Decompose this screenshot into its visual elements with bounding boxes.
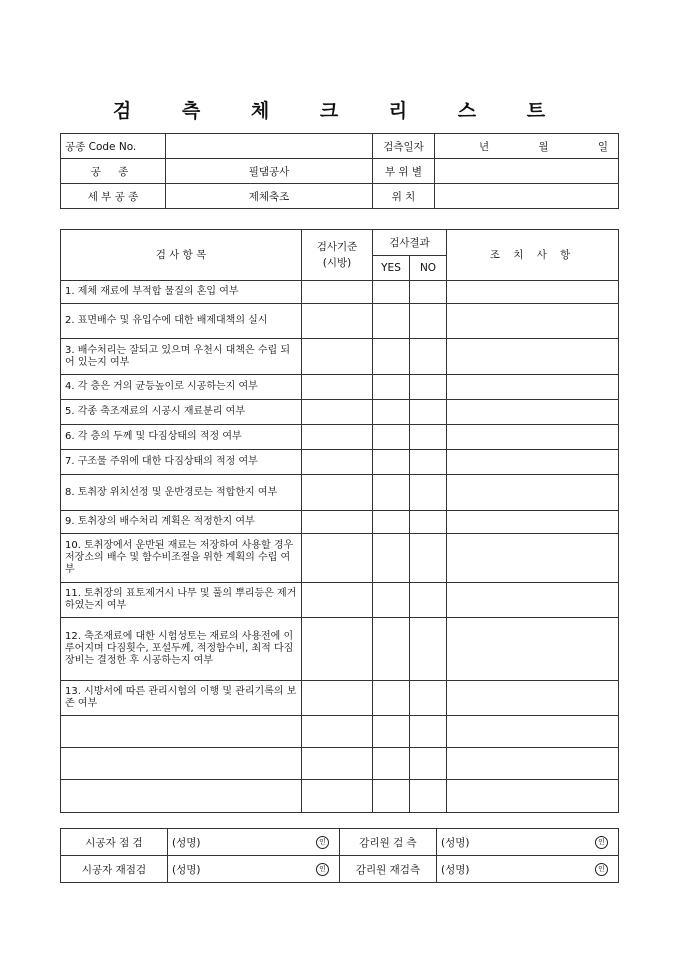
supervisor-recheck-name[interactable] xyxy=(437,856,619,883)
contractor-check-label: 시공자 점 검 xyxy=(61,829,168,856)
part-label: 부 위 별 xyxy=(373,159,435,184)
yes-cell[interactable] xyxy=(373,681,410,716)
standard-cell[interactable] xyxy=(302,281,373,304)
info-row xyxy=(61,184,619,209)
standard-cell[interactable] xyxy=(302,511,373,534)
no-cell[interactable] xyxy=(410,450,447,475)
checklist-row xyxy=(61,534,619,583)
standard-cell[interactable] xyxy=(302,450,373,475)
checklist-row xyxy=(61,450,619,475)
action-cell[interactable] xyxy=(447,475,619,511)
signature-table xyxy=(60,828,619,883)
item-text: 12. 축조재료에 대한 시험성토는 재료의 사용전에 이루어지며 다짐횟수, 포설두께, 적정함수비, 최적 다짐 장비는 결정한 후 시공하는지 여부 xyxy=(61,618,302,681)
item-text xyxy=(61,748,302,780)
checklist-table xyxy=(60,229,619,813)
checklist-row xyxy=(61,618,619,681)
yes-cell[interactable] xyxy=(373,281,410,304)
day-label: 일 xyxy=(597,140,608,153)
seal-icon: 인 xyxy=(595,863,608,876)
checklist-row xyxy=(61,681,619,716)
signature-row xyxy=(61,829,619,856)
location-value[interactable] xyxy=(435,184,619,209)
yes-cell[interactable] xyxy=(373,618,410,681)
no-cell[interactable] xyxy=(410,304,447,339)
page-title: 검 측 체 크 리 스 트 xyxy=(112,100,568,122)
work-type-value[interactable]: 필댐공사 xyxy=(166,159,373,184)
action-cell[interactable] xyxy=(447,681,619,716)
item-text: 1. 제체 재료에 부적합 물질의 혼입 여부 xyxy=(61,281,302,304)
yes-cell[interactable] xyxy=(373,425,410,450)
sub-work-type-value[interactable]: 제체축조 xyxy=(166,184,373,209)
yes-cell[interactable] xyxy=(373,475,410,511)
checklist-row xyxy=(61,475,619,511)
supervisor-check-name[interactable] xyxy=(437,829,619,856)
yes-cell[interactable] xyxy=(373,780,410,813)
no-cell[interactable] xyxy=(410,780,447,813)
yes-cell[interactable] xyxy=(373,716,410,748)
name-label: (성명) xyxy=(441,836,470,849)
checklist-row xyxy=(61,304,619,339)
no-cell[interactable] xyxy=(410,339,447,375)
action-cell[interactable] xyxy=(447,450,619,475)
signature-row xyxy=(61,856,619,883)
action-cell[interactable] xyxy=(447,618,619,681)
checklist-row xyxy=(61,716,619,748)
inspection-date-value[interactable] xyxy=(435,134,619,159)
standard-cell[interactable] xyxy=(302,475,373,511)
item-text: 13. 시방서에 따른 관리시험의 이행 및 관리기록의 보존 여부 xyxy=(61,681,302,716)
checklist-row xyxy=(61,400,619,425)
no-cell[interactable] xyxy=(410,681,447,716)
standard-cell[interactable] xyxy=(302,339,373,375)
yes-header: YES xyxy=(373,256,410,281)
item-text: 4. 각 층은 거의 균등높이로 시공하는지 여부 xyxy=(61,375,302,400)
action-cell[interactable] xyxy=(447,511,619,534)
action-cell[interactable] xyxy=(447,339,619,375)
no-cell[interactable] xyxy=(410,748,447,780)
item-text xyxy=(61,716,302,748)
standard-header-line1: 검사기준 xyxy=(316,241,358,253)
inspection-date-label: 검측일자 xyxy=(373,134,435,159)
checklist-row xyxy=(61,780,619,813)
action-cell[interactable] xyxy=(447,425,619,450)
standard-cell[interactable] xyxy=(302,400,373,425)
standard-cell[interactable] xyxy=(302,425,373,450)
yes-cell[interactable] xyxy=(373,304,410,339)
name-label: (성명) xyxy=(172,836,201,849)
no-cell[interactable] xyxy=(410,618,447,681)
yes-cell[interactable] xyxy=(373,511,410,534)
checklist-row xyxy=(61,583,619,618)
action-cell[interactable] xyxy=(447,780,619,813)
standard-cell[interactable] xyxy=(302,375,373,400)
supervisor-recheck-label: 감리원 재검측 xyxy=(340,856,437,883)
item-text: 7. 구조물 주위에 대한 다짐상태의 적정 여부 xyxy=(61,450,302,475)
standard-cell[interactable] xyxy=(302,583,373,618)
no-cell[interactable] xyxy=(410,534,447,583)
item-text: 10. 토취장에서 운반된 재료는 저장하여 사용할 경우 저장소의 배수 및 함수비조절을 위한 계획의 수립 여부 xyxy=(61,534,302,583)
item-text: 3. 배수처리는 잘되고 있으며 우천시 대책은 수립 되어 있는지 여부 xyxy=(61,339,302,375)
seal-icon: 인 xyxy=(595,836,608,849)
action-cell[interactable] xyxy=(447,400,619,425)
action-cell[interactable] xyxy=(447,304,619,339)
standard-cell[interactable] xyxy=(302,780,373,813)
yes-cell[interactable] xyxy=(373,748,410,780)
checklist-row xyxy=(61,375,619,400)
item-text: 11. 토취장의 표토제거시 나무 및 풀의 뿌리등은 제거하였는지 여부 xyxy=(61,583,302,618)
action-cell[interactable] xyxy=(447,281,619,304)
no-cell[interactable] xyxy=(410,511,447,534)
yes-cell[interactable] xyxy=(373,583,410,618)
info-row xyxy=(61,134,619,159)
yes-cell[interactable] xyxy=(373,534,410,583)
no-cell[interactable] xyxy=(410,583,447,618)
code-label: 공종 Code No. xyxy=(61,134,166,159)
standard-cell[interactable] xyxy=(302,681,373,716)
no-cell[interactable] xyxy=(410,400,447,425)
standard-cell[interactable] xyxy=(302,304,373,339)
no-cell[interactable] xyxy=(410,375,447,400)
action-cell[interactable] xyxy=(447,583,619,618)
part-value[interactable] xyxy=(435,159,619,184)
item-text: 2. 표면배수 및 유입수에 대한 배제대책의 실시 xyxy=(61,304,302,339)
sub-work-type-label: 세 부 공 종 xyxy=(61,184,166,209)
standard-cell[interactable] xyxy=(302,618,373,681)
seal-icon: 인 xyxy=(316,836,329,849)
name-label: (성명) xyxy=(441,863,470,876)
item-text: 8. 토취장 위치선정 및 운반경로는 적합한지 여부 xyxy=(61,475,302,511)
checklist-row xyxy=(61,339,619,375)
code-value[interactable] xyxy=(166,134,373,159)
no-cell[interactable] xyxy=(410,475,447,511)
standard-header-line2: (시방) xyxy=(322,257,352,269)
action-header: 조 치 사 항 xyxy=(447,230,619,281)
work-type-label: 공 종 xyxy=(61,159,166,184)
checklist-row xyxy=(61,425,619,450)
name-label: (성명) xyxy=(172,863,201,876)
action-cell[interactable] xyxy=(447,375,619,400)
supervisor-check-label: 감리원 검 측 xyxy=(340,829,437,856)
no-cell[interactable] xyxy=(410,425,447,450)
no-cell[interactable] xyxy=(410,281,447,304)
no-header: NO xyxy=(410,256,447,281)
month-label: 월 xyxy=(538,140,549,153)
action-cell[interactable] xyxy=(447,534,619,583)
action-cell[interactable] xyxy=(447,748,619,780)
location-label: 위 치 xyxy=(373,184,435,209)
result-header: 검사결과 xyxy=(373,230,447,256)
yes-cell[interactable] xyxy=(373,339,410,375)
contractor-recheck-label: 시공자 재점검 xyxy=(61,856,168,883)
standard-cell[interactable] xyxy=(302,534,373,583)
item-header: 검 사 항 목 xyxy=(61,230,302,281)
item-text xyxy=(61,780,302,813)
item-text: 5. 각종 축조재료의 시공시 재료분리 여부 xyxy=(61,400,302,425)
seal-icon: 인 xyxy=(316,863,329,876)
standard-cell[interactable] xyxy=(302,716,373,748)
item-text: 6. 각 층의 두께 및 다짐상태의 적정 여부 xyxy=(61,425,302,450)
year-label: 년 xyxy=(479,140,490,153)
contractor-recheck-name[interactable] xyxy=(168,856,340,883)
yes-cell[interactable] xyxy=(373,400,410,425)
standard-header xyxy=(302,230,373,281)
no-cell[interactable] xyxy=(410,716,447,748)
checklist-row xyxy=(61,281,619,304)
checklist-row xyxy=(61,511,619,534)
info-table xyxy=(60,133,619,209)
yes-cell[interactable] xyxy=(373,450,410,475)
standard-cell[interactable] xyxy=(302,748,373,780)
info-row xyxy=(61,159,619,184)
item-text: 9. 토취장의 배수처리 계획은 적정한지 여부 xyxy=(61,511,302,534)
action-cell[interactable] xyxy=(447,716,619,748)
yes-cell[interactable] xyxy=(373,375,410,400)
contractor-check-name[interactable] xyxy=(168,829,340,856)
checklist-row xyxy=(61,748,619,780)
